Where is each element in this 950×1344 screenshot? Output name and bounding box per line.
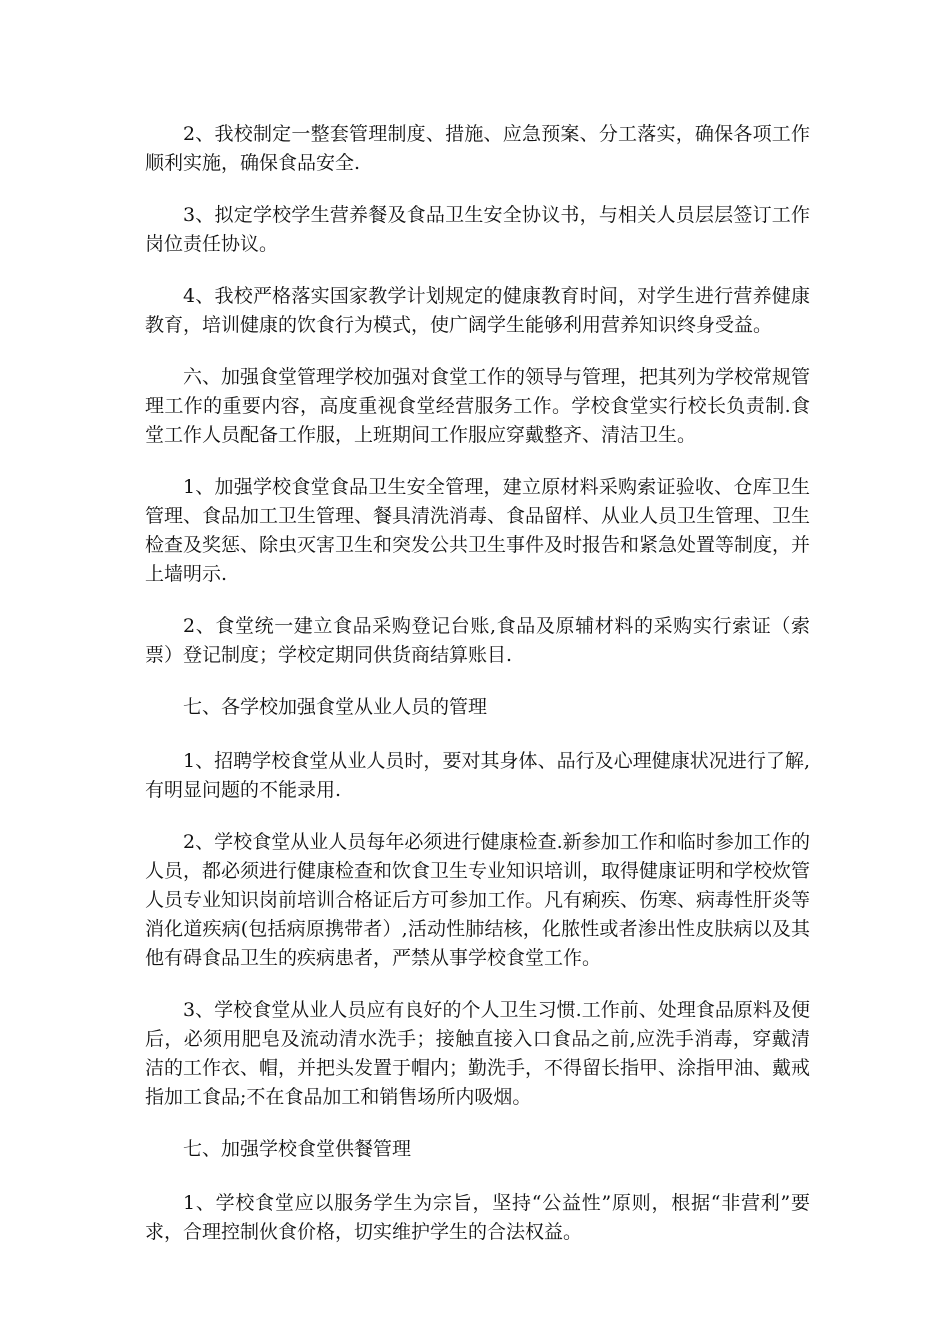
paragraph-health-check: 2、学校食堂从业人员每年必须进行健康检查.新参加工作和临时参加工作的人员，都必须进行健康检查和饮食卫生专业知识培训，取得健康证明和学校炊管人员专业知识岗前培训合格证后方可参加工作。凡有痢疾、伤寒、病毒性肝炎等消化道疾病(包括病原携带者）,活动性肺结核，化脓性或者渗出性皮肤病以及其他有碍食品卫生的疾病患者，严禁从事学校食堂工作。	[145, 831, 811, 969]
paragraph-personal-hygiene: 3、学校食堂从业人员应有良好的个人卫生习惯.工作前、处理食品原料及便后，必须用肥皂及流动清水洗手；接触直接入口食品之前,应洗手消毒，穿戴清洁的工作衣、帽，并把头发置于帽内；勤洗手，不得留长指甲、涂指甲油、戴戒指加工食品;不在食品加工和销售场所内吸烟。	[145, 999, 811, 1108]
section-heading-staff: 七、各学校加强食堂从业人员的管理	[183, 696, 488, 718]
paragraph-management-system: 2、我校制定一整套管理制度、措施、应急预案、分工落实，确保各项工作顺利实施，确保食品安全.	[145, 123, 810, 174]
paragraph-staff-hiring: 1、招聘学校食堂从业人员时，要对其身体、品行及心理健康状况进行了解,有明显问题的不能录用.	[145, 750, 810, 801]
paragraph-purchase-ledger: 2、食堂统一建立食品采购登记台账,食品及原辅材料的采购实行索证（索票）登记制度；学校定期同供货商结算账目.	[145, 615, 810, 666]
paragraph-safety-agreement: 3、拟定学校学生营养餐及食品卫生安全协议书，与相关人员层层签订工作岗位责任协议。	[145, 204, 810, 255]
paragraph-food-safety-rules: 1、加强学校食堂食品卫生安全管理，建立原材料采购索证验收、仓库卫生管理、食品加工卫生管理、餐具清洗消毒、食品留样、从业人员卫生管理、卫生检查及奖惩、除虫灭害卫生和突发公共卫生事件及时报告和紧急处置等制度，并上墙明示.	[145, 476, 811, 585]
section-heading-meal-supply: 七、加强学校食堂供餐管理	[183, 1138, 412, 1160]
document-body	[145, 120, 810, 1270]
paragraph-non-profit: 1、学校食堂应以服务学生为宗旨，坚持“公益性”原则，根据“非营利”要求，合理控制伙食价格，切实维护学生的合法权益。	[145, 1192, 810, 1243]
paragraph-health-education: 4、我校严格落实国家教学计划规定的健康教育时间，对学生进行营养健康教育，培训健康的饮食行为模式，使广阔学生能够利用营养知识终身受益。	[145, 285, 810, 336]
paragraph-canteen-management: 六、加强食堂管理学校加强对食堂工作的领导与管理，把其列为学校常规管理工作的重要内容，高度重视食堂经营服务工作。学校食堂实行校长负责制.食堂工作人员配备工作服，上班期间工作服应穿戴整齐、清洁卫生。	[145, 366, 811, 446]
